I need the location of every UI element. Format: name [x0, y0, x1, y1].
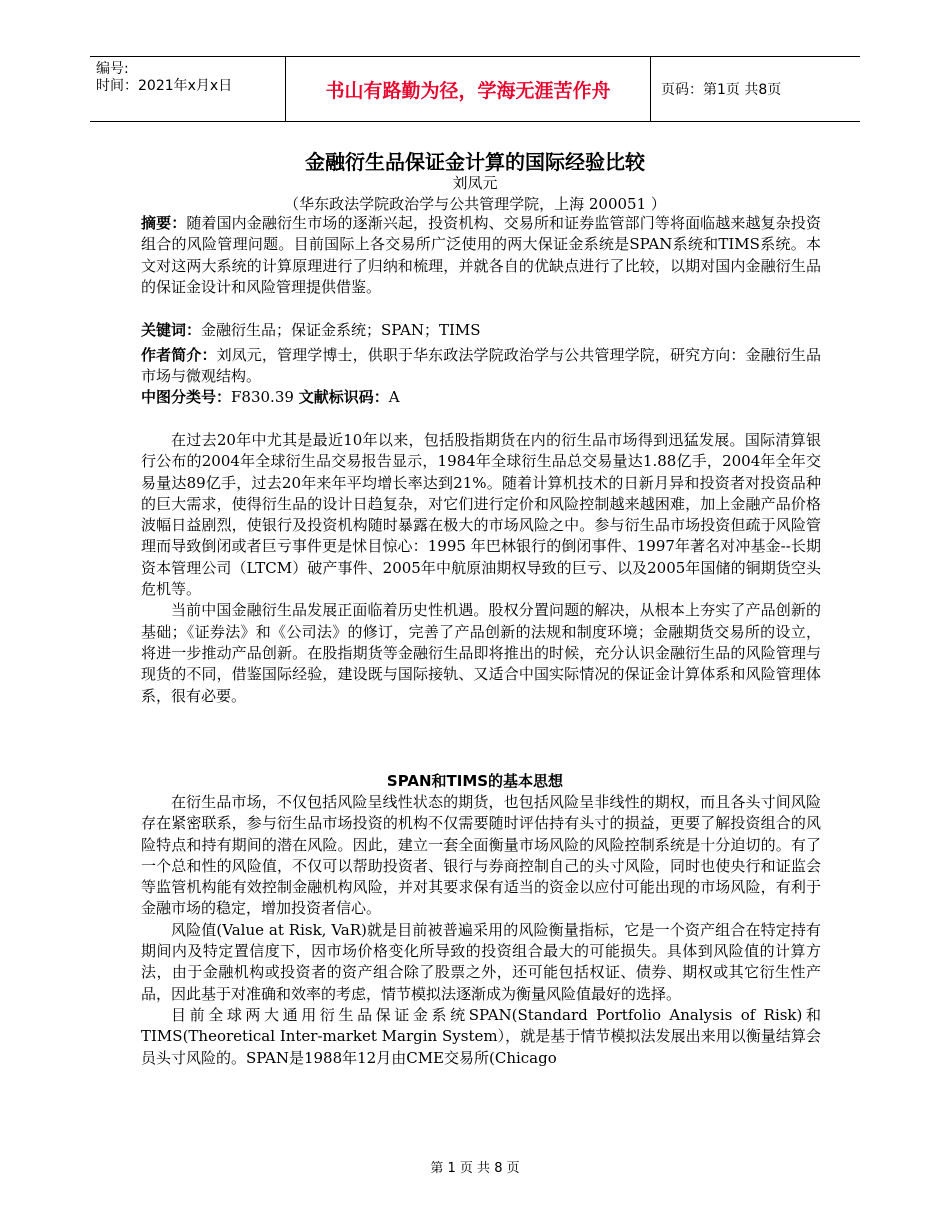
- article-affiliation: （华东政法学院政治学与公共管理学院，上海 200051 ）: [284, 195, 666, 213]
- header-meta: [90, 57, 285, 121]
- class-label: 中图分类号：: [141, 388, 232, 406]
- article-title: 金融衍生品保证金计算的国际经验比较: [305, 150, 645, 174]
- abstract: [141, 213, 821, 298]
- header-motto: 书山有路勤为径，学海无涯苦作舟: [285, 57, 651, 121]
- class-value: F830.39: [231, 388, 294, 406]
- author-bio: [141, 345, 821, 388]
- header-page-info: 页码：第1页 共8页: [661, 82, 782, 98]
- classification: [141, 387, 821, 408]
- keywords-text: 金融衍生品；保证金系统；SPAN；TIMS: [201, 321, 481, 339]
- doc-number: 编号:: [96, 61, 129, 77]
- section-body: [141, 792, 821, 1069]
- paragraph: 目前全球两大通用衍生品保证金系统SPAN(Standard Portfolio Analysis of Risk)和TIMS(Theoretical Inter-market Margin System），就是基于情节模拟法发展出来用以衡量结算会员头寸风险的。SPAN是1988年12月由CME交易所(Chicago: [141, 1005, 821, 1067]
- bio-text: 刘凤元，管理学博士，供职于华东政法学院政治学与公共管理学院，研究方向：金融衍生品市场与微观结构。: [141, 346, 821, 386]
- header-table: [90, 56, 860, 122]
- bio-label: 作者简介：: [141, 346, 217, 364]
- paragraph: 风险值(Value at Risk, VaR)就是目前被普遍采用的风险衡量指标，它是一个资产组合在特定持有期间内及特定置信度下，因市场价格变化所导致的投资组合最大的可能损失。具体到风险值的计算方法，由于金融机构或投资者的资产组合除了股票之外，还可能包括权证、债券、期权或其它衍生性产品，因此基于对准确和效率的考虑，情节模拟法逐渐成为衡量风险值最好的选择。: [141, 920, 821, 1003]
- keywords: [141, 320, 821, 341]
- paragraph: 在衍生品市场，不仅包括风险呈线性状态的期货，也包括风险呈非线性的期权，而且各头寸间风险存在紧密联系，参与衍生品市场投资的机构不仅需要随时评估持有头寸的损益，更要了解投资组合的风险特点和持有期间的潜在风险。因此，建立一套全面衡量市场风险的风险控制系统是十分迫切的。有了一个总和性的风险值，不仅可以帮助投资者、银行与券商控制自己的头寸风险，同时也使央行和证监会等监管机构能有效控制金融机构风险，并对其要求保有适当的资金以应付可能出现的市场风险，有利于金融市场的稳定，增加投资者信心。: [141, 793, 821, 918]
- doc-code-value: A: [388, 388, 400, 406]
- page-footer: 第 1 页 共 8 页: [430, 1161, 520, 1176]
- abstract-label: 摘要：: [141, 214, 187, 232]
- section-heading: SPAN和TIMS的基本思想: [386, 772, 564, 790]
- keywords-label: 关键词：: [141, 321, 202, 339]
- doc-code-label: 文献标识码：: [298, 388, 389, 406]
- article-author: 刘凤元: [452, 174, 498, 192]
- doc-date: 时间：2021年x月x日: [96, 78, 233, 94]
- intro-section: [141, 430, 821, 707]
- paragraph: 当前中国金融衍生品发展正面临着历史性机遇。股权分置问题的解决，从根本上夯实了产品创新的基础；《证券法》和《公司法》的修订，完善了产品创新的法规和制度环境；金融期货交易所的设立，将进一步推动产品创新。在股指期货等金融衍生品即将推出的时候，充分认识金融衍生品的风险管理与现货的不同，借鉴国际经验，建设既与国际接轨、又适合中国实际情况的保证金计算体系和风险管理体系，很有必要。: [141, 601, 821, 705]
- paragraph: 在过去20年中尤其是最近10年以来，包括股指期货在内的衍生品市场得到迅猛发展。国际清算银行公布的2004年全球衍生品交易报告显示，1984年全球衍生品总交易量达1.88亿手，2004年全年交易量达89亿手，过去20年来年平均增长率达到21%。随着计算机技术的日新月异和投资者对投资品种的巨大需求，使得衍生品的设计日趋复杂，对它们进行定价和风险控制越来越困难，加上金融产品价格波幅日益剧烈，使银行及投资机构随时暴露在极大的市场风险之中。参与衍生品市场投资但疏于风险管理而导致倒闭或者巨亏事件更是怵目惊心：1995 年巴林银行的倒闭事件、1997年著名对冲基金--长期资本管理公司（LTCM）破产事件、2005年中航原油期权导致的巨亏、以及2005年国储的铜期货空头危机等。: [141, 431, 821, 599]
- abstract-text: 随着国内金融衍生市场的逐渐兴起，投资机构、交易所和证券监管部门等将面临越来越复杂投资组合的风险管理问题。目前国际上各交易所广泛使用的两大保证金系统是SPAN系统和TIMS系统。本文对这两大系统的计算原理进行了归纳和梳理，并就各自的优缺点进行了比较，以期对国内金融衍生品的保证金设计和风险管理提供借鉴。: [141, 214, 821, 296]
